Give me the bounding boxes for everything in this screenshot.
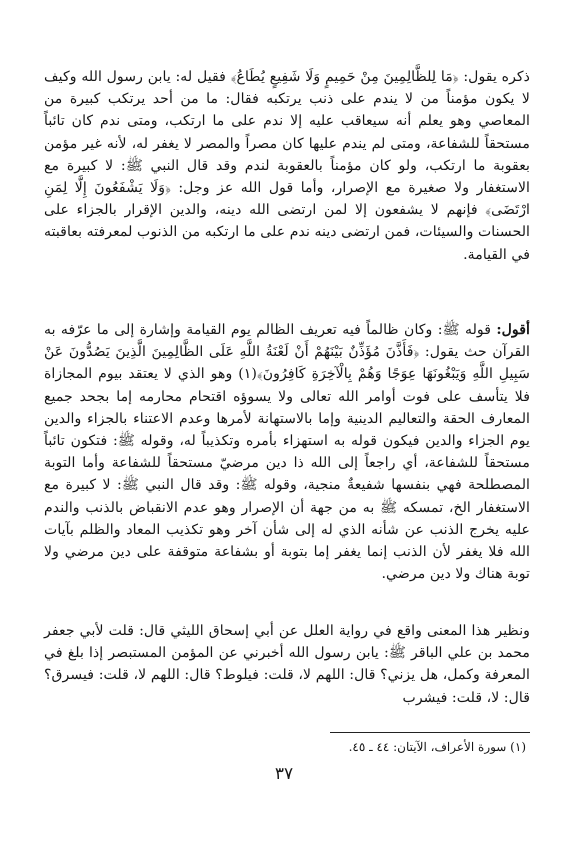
paragraph-2 xyxy=(44,319,530,585)
paragraph-3-text: ونظير هذا المعنى واقع في رواية العلل عن أبي إسحاق الليثي قال: قلت لأبي جعفر محمد بن علي الباقر ﷺ: يابن رسول الله أخبرني عن المؤمن المستبصر إذا بلغ في المعرفة وكمل، هل يزني؟ قال: اللهم لا، قلت: فيلوط؟ قال: اللهم لا، قلت: فيسرق؟ قال: لا، قلت: فيشرب xyxy=(44,623,530,706)
footnote-divider xyxy=(330,732,530,733)
paragraph-2-lead: أقول: xyxy=(496,322,530,338)
paragraph-2-body xyxy=(44,319,530,585)
footnote: (١) سورة الأعراف، الآيتان: ٤٤ ـ ٤٥. xyxy=(348,740,526,754)
paragraph-1-text: ذكره يقول: ﴿مَا لِلظَّالِمِينَ مِنْ حَمِيمٍ وَلَا شَفِيعٍ يُطَاعُ﴾ فقيل له: يابن رسول الله وكيف لا يكون مؤمناً من لا يندم على ذنب يرتكبه فقال: ما من أحد يرتكب كبيرة من المعاصي وهو يعلم أنه سيعاقب عليه إلا ندم على ما ارتكب، ومتى ندم كان تائباً مستحقاً للشفاعة، ومتى لم يندم عليها كان مصراً والمصر لا يغفر له، لأنه غير مؤمن بعقوبة ما ارتكب، ولو كان مؤمناً بالعقوبة لندم وقد قال النبي ﷺ: لا كبيرة مع الاستغفار ولا صغيرة مع الإصرار، وأما قول الله عز وجل: ﴿وَلَا يَشْفَعُونَ إِلَّا لِمَنِ ارْتَضَى﴾ فإنهم لا يشفعون إلا لمن ارتضى الله دينه، والدين الإقرار بالجزاء على الحسنات والسيئات، فمن ارتضى دينه ندم على ما ارتكبه من الذنوب لمعرفته بعاقبته في القيامة. xyxy=(44,69,530,263)
paragraph-3 xyxy=(44,620,530,709)
paragraph-2-text: قوله ﷺ: وكان ظالماً فيه تعريف الظالم يوم القيامة وإشارة إلى ما عرّفه به القرآن حث يقول: ﴿فَأَذَّنَ مُؤَذِّنٌ بَيْنَهُمْ أَنْ لَعْنَةُ اللَّهِ عَلَى الظَّالِمِينَ الَّذِينَ يَصُدُّونَ عَنْ سَبِيلِ اللَّهِ وَيَبْغُونَهَا عِوَجًا وَهُمْ بِالْآخِرَةِ كَافِرُونَ﴾(١) وهو الذي لا يعتقد بيوم المجازاة فلا يتأسف على فوت أوامر الله تعالى ولا يسوؤه اقتحام محارمه إما بجحد جميع المعارف الحقة والتعاليم الدينية وإما بالاستهانة لأمرها وعدم الاعتناء بالجزاء والدين يوم الجزاء والدين فيكون قوله به استهزاء بأمره وتكذيباً له، وقوله ﷺ: فتكون تائباً مستحقاً للشفاعة، أي راجعاً إلى الله ذا دين مرضيّ مستحقاً للشفاعة وأما التوبة المصطلحة فهي بنفسها شفيعةٌ منجية، وقوله ﷺ: وقد قال النبي ﷺ: لا كبيرة مع الاستغفار الخ، تمسكه ﷺ به من جهة أن الإصرار وهو عدم الانقباض بالذنب والندم عليه يخرج الذنب عن شأنه الذي له إلى شأن آخر وهو تكذيب المعاد والظلم بآيات الله فلا يغفر لأن الذنب إنما يغفر إما بتوبة أو بشفاعة متوقفة على دين مرضي ولا توبة هناك ولا دين مرضي. xyxy=(44,322,530,583)
page-number: ٣٧ xyxy=(274,764,294,784)
paragraph-1 xyxy=(44,66,530,266)
